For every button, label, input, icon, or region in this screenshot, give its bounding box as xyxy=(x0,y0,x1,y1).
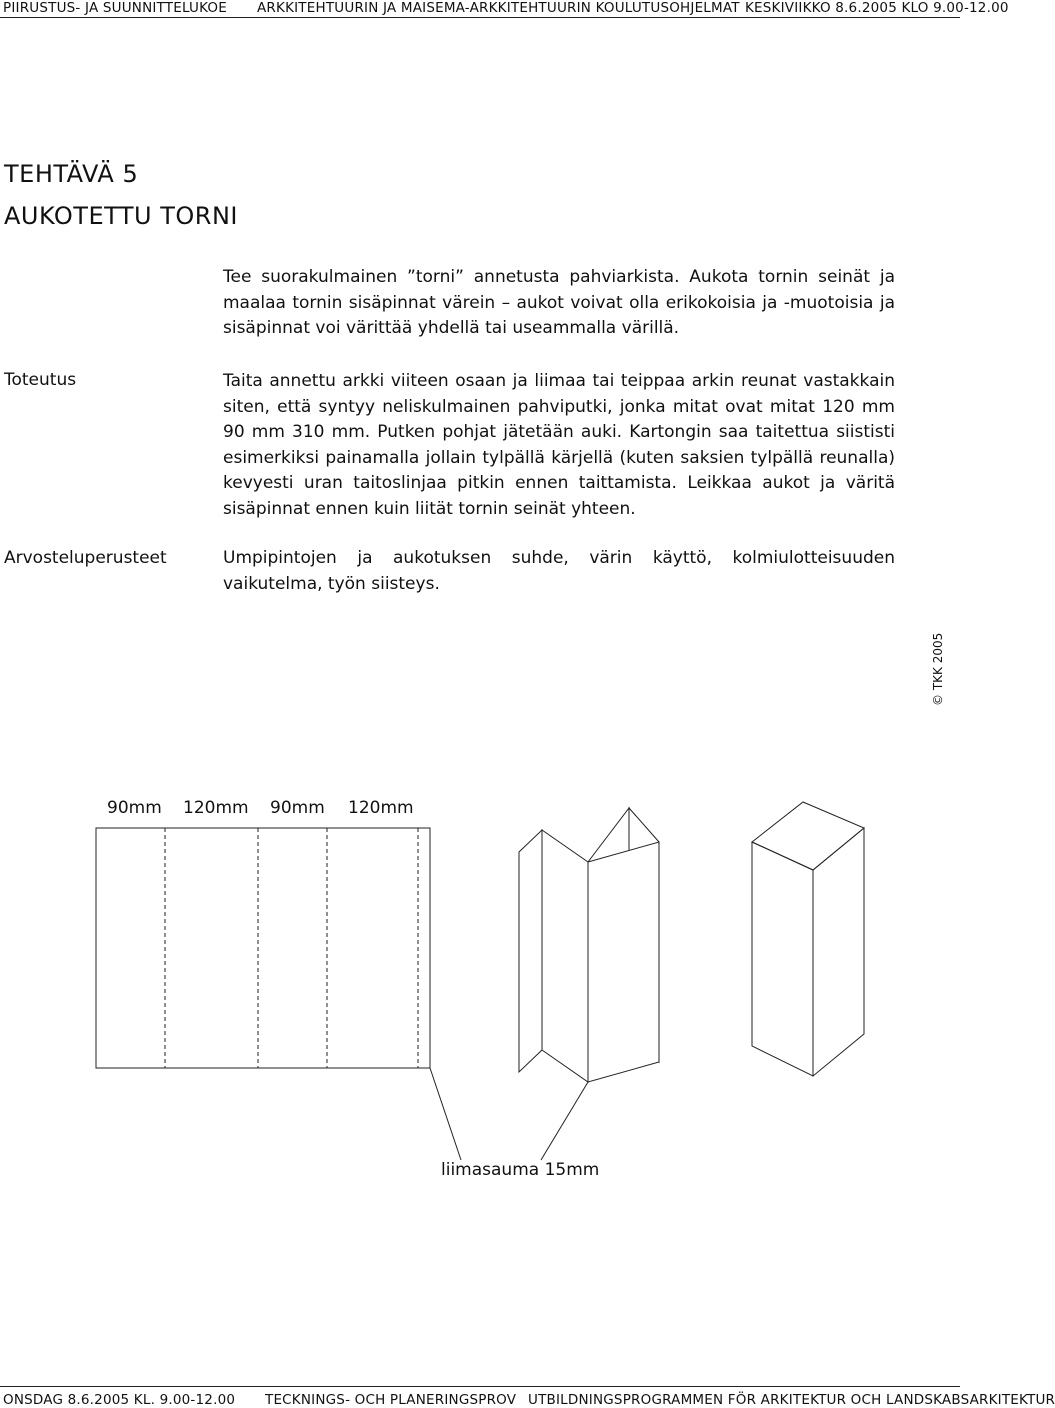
dimension-label-1: 90mm xyxy=(107,798,162,818)
dimension-label-2: 120mm xyxy=(183,798,249,818)
toteutus-paragraph: Taita annettu arkki viiteen osaan ja liimaa tai teippaa arkin reunat vastakkain siten, että syntyy neliskulmainen pahviputki, jonka mitat ovat mitat 120 mm 90 mm 310 mm. Putken pohjat jätetään auki. Kartongin saa taitettua siististi esimerkiksi painamalla jollain tylpällä kärjellä (kuten saksien tylpällä reunalla) kevyesti uran taitoslinjaa pitkin ennen taittamista. Leikkaa aukot ja väritä sisäpinnat ennen kuin liität tornin seinät yhteen. xyxy=(223,371,895,519)
glue-leader-line-2 xyxy=(541,1082,588,1160)
arvostelu-label: Arvosteluperusteet xyxy=(4,548,167,568)
glue-seam-label: liimasauma 15mm xyxy=(441,1160,600,1180)
footer-exam-name: TECKNINGS- OCH PLANERINGSPROV xyxy=(265,1392,517,1408)
task-title: AUKOTETTU TORNI xyxy=(4,202,238,230)
assembled-tower xyxy=(752,802,864,1076)
copyright-note: © TKK 2005 xyxy=(931,632,945,706)
toteutus-label: Toteutus xyxy=(4,370,77,390)
footer-programme: UTBILDNINGSPROGRAMMEN FÖR ARKITEKTUR OCH LANDSKABSARKITEKTUR xyxy=(528,1392,1055,1408)
dimension-label-4: 120mm xyxy=(348,798,414,818)
footer-rule xyxy=(0,1386,960,1387)
arvostelu-paragraph: Umpipintojen ja aukotuksen suhde, värin käyttö, kolmiulotteisuuden vaikutelma, työn siisteys. xyxy=(223,548,895,594)
dimension-label-3: 90mm xyxy=(270,798,325,818)
header-date: KESKIVIIKKO 8.6.2005 KLO 9.00-12.00 xyxy=(745,0,1009,16)
intro-paragraph: Tee suorakulmainen ”torni” annetusta pahviarkista. Aukota tornin seinät ja maalaa tornin sisäpinnat värein – aukot voivat olla erikokoisia ja -muotoisia ja sisäpinnat voi värittää yhdellä tai useammalla värillä. xyxy=(223,267,895,339)
task-number: TEHTÄVÄ 5 xyxy=(4,160,139,188)
header-programme: ARKKITEHTUURIN JA MAISEMA-ARKKITEHTUURIN KOULUTUSOHJELMAT xyxy=(257,0,740,16)
flat-sheet-outline xyxy=(96,828,430,1068)
partially-folded-sheet xyxy=(519,808,659,1082)
header-exam-name: PIIRUSTUS- JA SUUNNITTELUKOE xyxy=(3,0,227,16)
glue-leader-line-1 xyxy=(430,1068,461,1160)
footer-date: ONSDAG 8.6.2005 KL. 9.00-12.00 xyxy=(3,1392,236,1408)
